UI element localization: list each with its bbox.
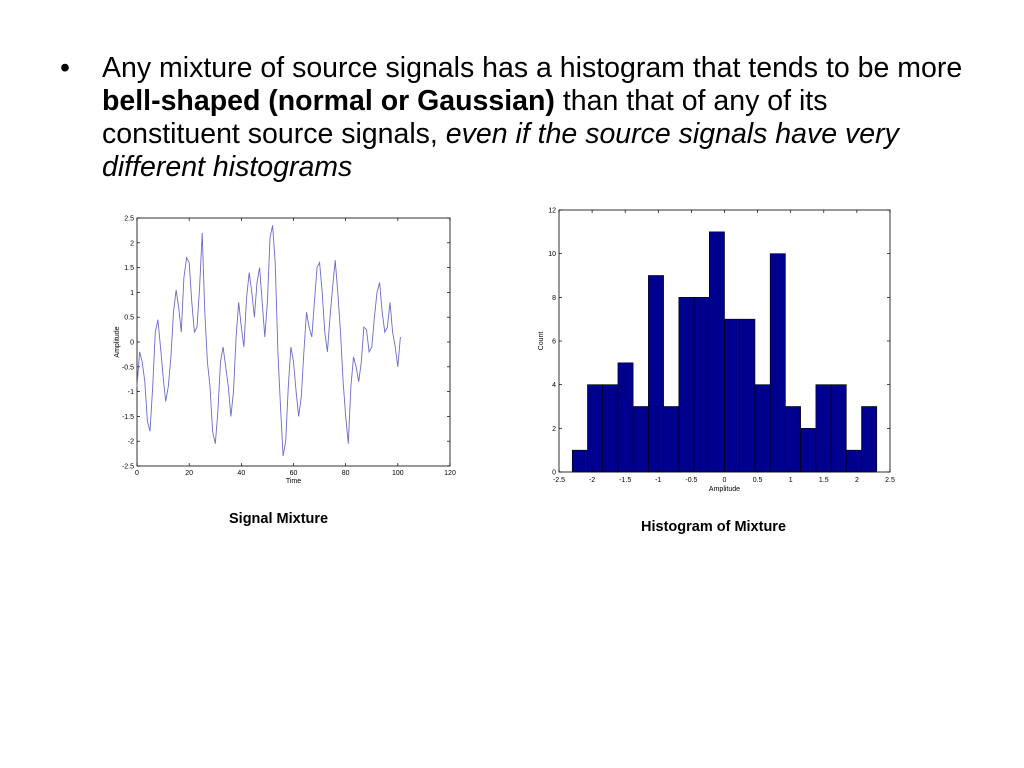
y-tick-label: 2 bbox=[130, 240, 134, 248]
plot-frame bbox=[137, 218, 450, 466]
y-tick-label: 0 bbox=[130, 339, 134, 347]
bullet-text-prefix: Any mixture of source signals has a histogram that tends to be more bbox=[102, 52, 963, 84]
x-tick-label: 20 bbox=[185, 470, 194, 477]
histogram-bar bbox=[770, 254, 785, 472]
histogram-bar bbox=[740, 319, 755, 472]
histogram-bar bbox=[679, 297, 694, 472]
y-tick-label: 8 bbox=[552, 294, 556, 302]
x-tick-label: 100 bbox=[391, 470, 404, 477]
histogram-bar bbox=[572, 450, 587, 472]
y-tick-label: -2 bbox=[127, 438, 134, 446]
x-tick-label: 0 bbox=[722, 477, 727, 484]
histogram-bar bbox=[587, 385, 602, 472]
histogram-bar bbox=[603, 385, 618, 472]
bullet-text-middle: than that of any of its constituent source signals, bbox=[102, 85, 828, 150]
y-tick-label: 0.5 bbox=[124, 314, 134, 322]
bullet-marker: • bbox=[60, 52, 70, 84]
y-tick-label: 1 bbox=[130, 289, 134, 297]
y-tick-label: 1.5 bbox=[124, 265, 134, 273]
y-tick-label: 10 bbox=[548, 251, 556, 259]
caption-histogram-of-mixture: Histogram of Mixture bbox=[641, 519, 787, 535]
bullet-text-bold: bell-shaped (normal or Gaussian) bbox=[102, 85, 555, 117]
histogram-bar bbox=[694, 297, 709, 472]
caption-signal-mixture: Signal Mixture bbox=[229, 511, 329, 527]
x-tick-label: 60 bbox=[289, 470, 298, 477]
x-tick-label: -1.5 bbox=[619, 477, 632, 484]
x-tick-label: 120 bbox=[444, 470, 456, 477]
x-tick-label: -2.5 bbox=[552, 477, 566, 484]
histogram-bar bbox=[831, 385, 846, 472]
histogram-bar bbox=[785, 407, 800, 473]
y-axis-label: Amplitude bbox=[114, 326, 121, 358]
x-tick-label: -1 bbox=[655, 477, 662, 484]
y-tick-label: -1.5 bbox=[121, 413, 134, 421]
x-tick-label: 0 bbox=[135, 470, 139, 477]
histogram-bar bbox=[664, 407, 679, 473]
y-tick-label: 2 bbox=[552, 425, 556, 433]
histogram-bar bbox=[862, 407, 877, 473]
histogram-bar bbox=[648, 276, 663, 473]
histogram-bar bbox=[709, 232, 724, 472]
histogram-bar bbox=[725, 319, 740, 472]
x-tick-label: 80 bbox=[341, 470, 350, 477]
x-tick-label: 1 bbox=[788, 477, 793, 484]
y-tick-label: 0 bbox=[552, 469, 556, 477]
x-tick-label: -0.5 bbox=[685, 477, 698, 484]
y-axis-label: Count bbox=[538, 331, 545, 351]
y-tick-label: 6 bbox=[552, 338, 556, 346]
y-tick-label: -0.5 bbox=[121, 364, 134, 372]
histogram-bar bbox=[846, 450, 861, 472]
histogram-bar bbox=[618, 363, 633, 472]
x-tick-label: -2 bbox=[588, 477, 596, 484]
y-tick-label: -1 bbox=[127, 389, 134, 397]
bullet-text-italic: even if the source signals have very different histograms bbox=[102, 118, 899, 183]
x-tick-label: 0.5 bbox=[752, 477, 763, 484]
x-axis-label: Amplitude bbox=[708, 486, 741, 493]
y-tick-label: -2.5 bbox=[121, 463, 134, 471]
histogram-bar bbox=[801, 428, 816, 472]
y-tick-label: 4 bbox=[552, 382, 556, 390]
histogram-bar bbox=[755, 385, 770, 472]
x-axis-label: Time bbox=[285, 478, 302, 485]
x-tick-label: 2.5 bbox=[885, 477, 895, 484]
x-tick-label: 1.5 bbox=[818, 477, 829, 484]
x-tick-label: 40 bbox=[237, 470, 246, 477]
histogram-bar bbox=[633, 407, 648, 473]
histogram-bar bbox=[816, 385, 831, 472]
y-tick-label: 12 bbox=[548, 207, 556, 215]
x-tick-label: 2 bbox=[854, 477, 859, 484]
y-tick-label: 2.5 bbox=[124, 215, 134, 223]
